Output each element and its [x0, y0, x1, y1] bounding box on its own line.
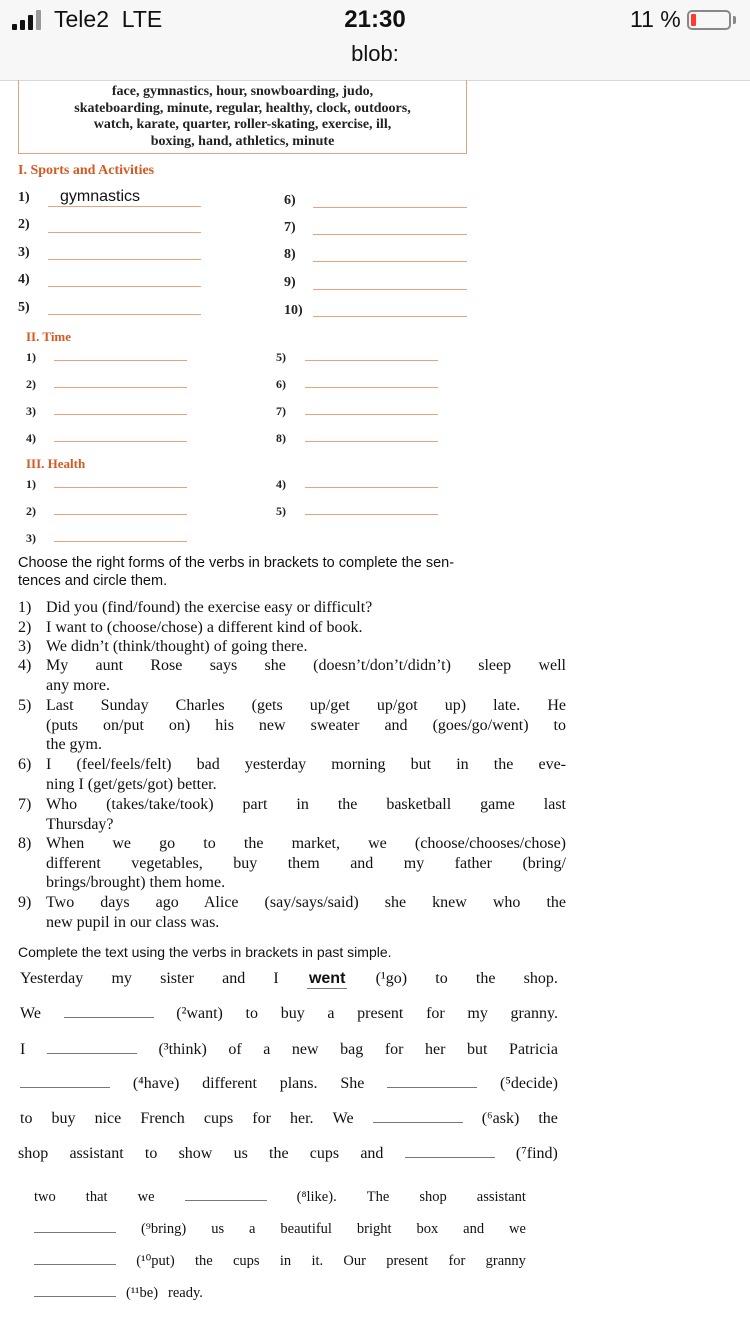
text-word: (²want): [176, 1005, 223, 1022]
exercise-instruction: Complete the text using the verbs in brackets in past simple.: [18, 944, 392, 960]
text-line: [34, 1285, 203, 1302]
text-word: (³think): [158, 1041, 207, 1058]
text-word: for: [426, 1005, 445, 1022]
text-word: and: [360, 1145, 384, 1162]
instruction-line: Choose the right forms of the verbs in brackets to complete the sen-: [18, 555, 455, 571]
answer-line: [48, 206, 201, 207]
item-number: 1): [26, 477, 36, 491]
answer-line: [54, 414, 187, 415]
item-number: 6): [284, 193, 296, 208]
text-word: I: [20, 1041, 26, 1058]
text-word: French: [140, 1110, 185, 1127]
text-word: present: [357, 1005, 404, 1022]
exercise-item: [18, 656, 566, 695]
item-number: 1): [26, 350, 36, 364]
item-number: 8): [284, 247, 296, 262]
item-number: 5): [18, 300, 30, 315]
instruction-line: tences and circle them.: [18, 573, 168, 589]
word-box-line: boxing, hand, athletics, minute: [150, 133, 335, 149]
status-time: 21:30: [344, 6, 406, 33]
text-line: [20, 1041, 558, 1059]
text-word: to: [144, 1145, 158, 1162]
text-word: nice: [94, 1110, 122, 1127]
text-word: (¹go): [375, 970, 408, 987]
text-word: (⁸like).: [296, 1189, 337, 1205]
exercise-item-number: 9): [18, 894, 32, 911]
exercise-item-text: Did you (find/found) the exercise easy or difficult?: [46, 599, 373, 616]
text-word: (⁵decide): [499, 1075, 558, 1092]
text-word: in: [279, 1253, 292, 1269]
exercise-item: [18, 755, 566, 794]
exercise-item-text: brings/brought) them home.: [46, 874, 226, 891]
text-word: that: [85, 1189, 108, 1205]
text-word: a: [327, 1005, 335, 1022]
exercise-item-number: 4): [18, 657, 32, 674]
text-word: her: [425, 1041, 446, 1058]
answer-line: [305, 441, 438, 442]
exercise-item-text: We didn’t (think/thought) of going there.: [46, 638, 308, 655]
text-word: and: [463, 1221, 485, 1237]
section-title-health: III. Health: [26, 456, 86, 471]
item-number: 5): [276, 504, 286, 518]
text-line: [34, 1221, 526, 1238]
word-box-line: face, gymnastics, hour, snowboarding, judo,: [111, 84, 374, 99]
text-word: for: [384, 1041, 404, 1058]
item-number: 4): [276, 477, 286, 491]
word-box-line: watch, karate, quarter, roller-skating, exercise, ill,: [93, 117, 392, 132]
answer-line: [48, 232, 201, 233]
text-word: a: [263, 1041, 271, 1058]
text-word: the: [475, 970, 496, 987]
text-word: the: [538, 1110, 558, 1127]
answer-line: [313, 289, 467, 290]
answer-line: [48, 286, 201, 287]
exercise-item-number: 8): [18, 835, 32, 852]
text-word: sister: [160, 970, 194, 987]
fill-blank[interactable]: [185, 1200, 267, 1201]
text-word: my: [111, 970, 132, 987]
answer-line: [313, 234, 467, 235]
exercise-item-number: 2): [18, 619, 32, 636]
answer-line: [305, 414, 438, 415]
text-word: show: [178, 1145, 213, 1162]
item-number: 4): [26, 431, 36, 445]
text-word: I: [273, 970, 279, 987]
text-word: my: [467, 1005, 488, 1022]
text-line: [34, 1189, 526, 1206]
text-word: bag: [340, 1041, 364, 1058]
item-number: 3): [26, 531, 36, 545]
item-number: 9): [284, 275, 296, 290]
exercise-item-text: I want to (choose/chose) a different kind of book.: [46, 619, 363, 636]
text-line: [20, 1075, 558, 1093]
answer-line: [54, 541, 187, 542]
text-word: ready.: [168, 1285, 203, 1301]
item-number: 3): [26, 404, 36, 418]
text-word: it.: [311, 1253, 324, 1269]
item-number: 5): [276, 350, 286, 364]
text-word: (¹⁰put): [136, 1253, 175, 1269]
item-number: 4): [18, 272, 30, 287]
text-word: the: [194, 1253, 213, 1269]
exercise-item-number: 1): [18, 599, 32, 616]
text-word: we: [137, 1189, 155, 1205]
text-word: Yesterday: [20, 970, 84, 987]
fill-blank[interactable]: [47, 1053, 137, 1054]
handwritten-answer: went: [308, 970, 346, 987]
exercise-item: [18, 618, 566, 638]
exercise-item-text: new pupil in our class was.: [46, 913, 220, 931]
text-word: buy: [51, 1110, 76, 1127]
text-word: (⁷find): [515, 1145, 558, 1162]
section-title-sports: I. Sports and Activities: [18, 163, 155, 178]
answer-line: [305, 387, 438, 388]
text-word: to: [435, 970, 448, 987]
text-word: beautiful: [280, 1221, 332, 1237]
text-word: granny: [485, 1253, 526, 1269]
item-number: 2): [18, 217, 30, 232]
text-word: a: [249, 1221, 256, 1237]
text-line: [34, 1253, 526, 1270]
text-word: new: [291, 1041, 319, 1058]
answer-line: [54, 514, 187, 515]
exercise-instruction: [18, 554, 454, 590]
answer-line: [305, 487, 438, 488]
text-word: (¹¹be): [126, 1285, 159, 1301]
exercise-item: [18, 696, 566, 755]
text-line: [20, 1005, 558, 1023]
handwritten-answer: gymnastics: [60, 188, 141, 205]
text-word: us: [233, 1145, 248, 1162]
text-word: present: [386, 1253, 429, 1269]
text-word: buy: [280, 1005, 305, 1022]
text-word: and: [222, 970, 246, 987]
exercise-item-text: ning I (get/gets/got) better.: [46, 775, 217, 793]
exercise-item-text: the gym.: [46, 736, 102, 753]
text-word: shop.: [523, 970, 558, 987]
fill-blank[interactable]: [34, 1264, 116, 1265]
exercise-item: [18, 834, 566, 893]
text-line: [20, 1110, 558, 1128]
exercise-item-text: Thursday?: [46, 815, 114, 833]
text-word: two: [34, 1189, 56, 1205]
answer-line: [313, 207, 467, 208]
text-word: The: [366, 1189, 390, 1205]
exercise-item-text: Two days ago Alice (say/says/said) she knew who the: [46, 894, 566, 911]
exercise-item: [18, 637, 566, 657]
text-line: [18, 1145, 558, 1163]
page-title[interactable]: blob:: [351, 41, 399, 66]
text-word: (⁹bring): [140, 1221, 187, 1237]
text-word: (⁴have): [132, 1075, 180, 1092]
fill-blank[interactable]: [20, 1087, 110, 1088]
text-word: Patricia: [509, 1041, 558, 1058]
answer-line: [54, 487, 187, 488]
answer-line: [305, 514, 438, 515]
battery-icon: [687, 10, 731, 30]
text-word: box: [416, 1221, 439, 1237]
text-word: plans.: [279, 1075, 318, 1092]
item-number: 2): [26, 377, 36, 391]
item-number: 1): [18, 190, 30, 205]
exercise-item-number: 5): [18, 697, 32, 714]
exercise-item-text: (puts on/put on) his new sweater and (goes/go/went) to: [46, 716, 566, 734]
text-word: cups: [232, 1253, 260, 1269]
exercise-item-text: My aunt Rose says she (doesn’t/don’t/didn’t) sleep well: [46, 657, 566, 674]
fill-blank[interactable]: [373, 1122, 463, 1123]
answer-line: [54, 441, 187, 442]
text-word: of: [228, 1041, 242, 1058]
answer-line: [54, 360, 187, 361]
answer-line: [54, 387, 187, 388]
item-number: 3): [18, 245, 30, 260]
text-word: but: [467, 1041, 488, 1058]
text-word: assistant: [69, 1145, 124, 1162]
battery-tip-icon: [733, 16, 736, 24]
fill-blank[interactable]: [34, 1232, 116, 1233]
text-word: her.: [290, 1110, 314, 1127]
word-box: [18, 80, 467, 154]
text-line: [20, 970, 558, 989]
battery-percentage: 11 %: [630, 6, 681, 32]
exercise-item-text: I (feel/feels/felt) bad yesterday morning but in the eve-: [46, 756, 566, 773]
network-type: LTE: [121, 6, 163, 32]
text-word: granny.: [510, 1005, 558, 1022]
status-bar: [0, 0, 750, 81]
item-number: 2): [26, 504, 36, 518]
text-word: the: [269, 1145, 289, 1162]
text-word: shop: [419, 1189, 447, 1205]
text-word: cups: [203, 1110, 234, 1127]
text-word: bright: [356, 1221, 392, 1237]
item-number: 10): [284, 303, 303, 318]
text-word: we: [509, 1221, 526, 1237]
text-word: She: [340, 1075, 365, 1092]
fill-blank[interactable]: [64, 1017, 154, 1018]
exercise-item-text: any more.: [46, 676, 110, 694]
exercise-item: [18, 598, 566, 618]
text-word: We: [332, 1110, 354, 1127]
exercise-item-text: When we go to the market, we (choose/chooses/chose): [46, 835, 566, 852]
item-number: 6): [276, 377, 286, 391]
text-word: shop: [18, 1145, 49, 1162]
exercise-item-number: 7): [18, 796, 32, 813]
answer-line: [313, 316, 467, 317]
text-word: cups: [309, 1145, 340, 1162]
answer-line: [48, 259, 201, 260]
text-word: to: [20, 1110, 33, 1127]
exercise-item-text: Who (takes/take/took) part in the basketball game last: [46, 796, 566, 813]
text-word: different: [202, 1075, 257, 1092]
answer-line: [48, 314, 201, 315]
answer-line: [305, 360, 438, 361]
item-number: 7): [276, 404, 286, 418]
fill-blank[interactable]: [34, 1296, 116, 1297]
text-word: We: [20, 1005, 41, 1022]
item-number: 7): [284, 220, 296, 235]
text-word: for: [252, 1110, 271, 1127]
exercise-item-number: 3): [18, 638, 32, 655]
exercise-item: [18, 893, 566, 932]
text-word: assistant: [476, 1189, 526, 1205]
text-word: (⁶ask): [481, 1110, 520, 1127]
exercise-item-text: different vegetables, buy them and my father (bring/: [46, 854, 566, 872]
text-word: us: [211, 1221, 225, 1237]
text-word: Our: [343, 1253, 366, 1269]
word-box-line: skateboarding, minute, regular, healthy, clock, outdoors,: [74, 100, 411, 116]
text-word: to: [245, 1005, 258, 1022]
section-title-time: II. Time: [26, 329, 72, 344]
answer-line: [313, 261, 467, 262]
item-number: 8): [276, 431, 286, 445]
exercise-item-number: 6): [18, 756, 32, 773]
text-word: for: [448, 1253, 466, 1269]
fill-blank[interactable]: [405, 1157, 495, 1158]
carrier-name: Tele2: [54, 6, 109, 32]
fill-blank[interactable]: [387, 1087, 477, 1088]
exercise-item-text: Last Sunday Charles (gets up/get up/got up) late. He: [46, 697, 566, 714]
exercise-item: [18, 795, 566, 834]
